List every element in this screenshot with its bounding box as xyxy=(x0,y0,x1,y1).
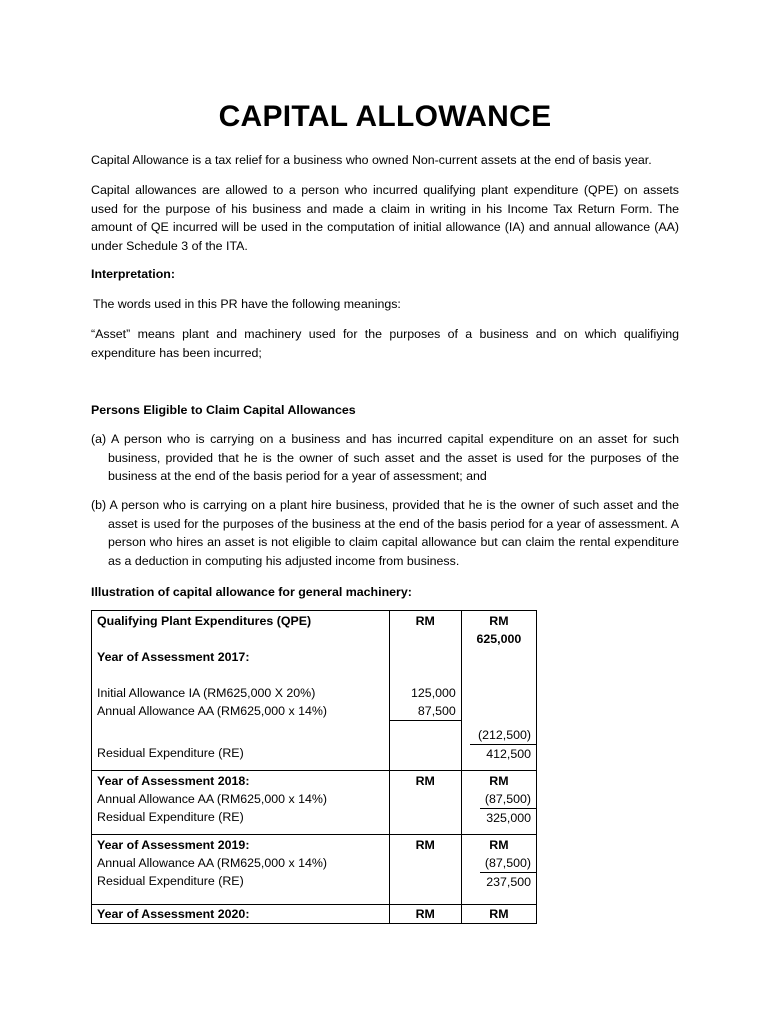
interpretation-text: The words used in this PR have the following meanings: xyxy=(93,297,401,311)
aa-label-2017: Annual Allowance AA (RM625,000 x 14%) xyxy=(97,704,328,718)
ya-2019-label: Year of Assessment 2019: xyxy=(97,838,250,852)
definition-paragraph: Capital allowances are allowed to a person who incurred qualifying plant expenditure (QPE) on assets used for the purpose of his business and made a claim in writing in his Income Tax Return Form. The amount of QE incurred will be used in the computation of initial allowance (IA) and annual allowance (AA) under Schedule 3 of the ITA. xyxy=(91,183,679,253)
col2-head-2019: RM xyxy=(415,838,435,852)
eligible-item-a: (a) A person who is carrying on a business and has incurred capital expenditure on an asset for such business, provided that he is the owner of such asset and the asset is used for the purposes of the business at the end of the basis period for a year of assessment; and xyxy=(91,432,679,483)
eligible-item-b: (b) A person who is carrying on a plant hire business, provided that he is the owner of such asset and the asset is used for the purposes of the business at the end of the basis period for a year of assessment. A person who hires an asset is not eligible to claim capital allowance but can claim the rental expenditure as a deduction in computing his adjusted income from business. xyxy=(91,498,679,568)
table-block-2019 xyxy=(92,835,537,905)
table-block-2018 xyxy=(92,771,537,835)
aa-value-2018: (87,500) xyxy=(484,792,531,806)
re-label-2018: Residual Expenditure (RE) xyxy=(97,810,244,824)
ia-value: 125,000 xyxy=(411,686,456,700)
total-deduction-2017: (212,500) xyxy=(477,728,531,742)
qpe-heading: Qualifying Plant Expenditures (QPE) xyxy=(97,614,312,628)
asset-definition: “Asset” means plant and machinery used for the purposes of a business and on which qualifiying expenditure has been incurred; xyxy=(91,327,679,360)
re-value-2017: 412,500 xyxy=(470,744,536,763)
col2-head-2017: RM xyxy=(415,614,435,628)
col2-head-2018: RM xyxy=(415,774,435,788)
capital-allowance-table xyxy=(91,610,537,924)
col3-head-2018: RM xyxy=(489,774,509,788)
document-title: CAPITAL ALLOWANCE xyxy=(218,100,552,133)
col3-head-2019: RM xyxy=(489,838,509,852)
col2-head-2020: RM xyxy=(415,907,435,921)
ya-2020-label: Year of Assessment 2020: xyxy=(97,907,250,921)
aa-label-2018: Annual Allowance AA (RM625,000 x 14%) xyxy=(97,792,328,806)
re-label-2019: Residual Expenditure (RE) xyxy=(97,874,244,888)
col3-head-2017: RM xyxy=(489,614,509,628)
aa-label-2019: Annual Allowance AA (RM625,000 x 14%) xyxy=(97,856,328,870)
ya-2018-label: Year of Assessment 2018: xyxy=(97,774,250,788)
interpretation-heading: Interpretation: xyxy=(91,267,175,281)
re-value-2019: 237,500 xyxy=(480,872,536,891)
intro-paragraph: Capital Allowance is a tax relief for a business who owned Non-current assets at the end of basis year. xyxy=(91,153,652,167)
eligible-heading: Persons Eligible to Claim Capital Allowances xyxy=(91,403,356,417)
re-label-2017: Residual Expenditure (RE) xyxy=(97,746,244,760)
table-block-2017 xyxy=(92,611,537,771)
ya-2017-label: Year of Assessment 2017: xyxy=(97,650,250,664)
ia-label: Initial Allowance IA (RM625,000 X 20%) xyxy=(97,686,316,700)
aa-value-2017: 87,500 xyxy=(390,702,461,721)
col3-head-2020: RM xyxy=(489,907,509,921)
table-block-2020 xyxy=(92,905,537,924)
re-value-2018: 325,000 xyxy=(480,808,536,827)
aa-value-2019: (87,500) xyxy=(484,856,531,870)
qpe-value: 625,000 xyxy=(476,632,522,646)
illustration-heading: Illustration of capital allowance for general machinery: xyxy=(91,585,412,599)
